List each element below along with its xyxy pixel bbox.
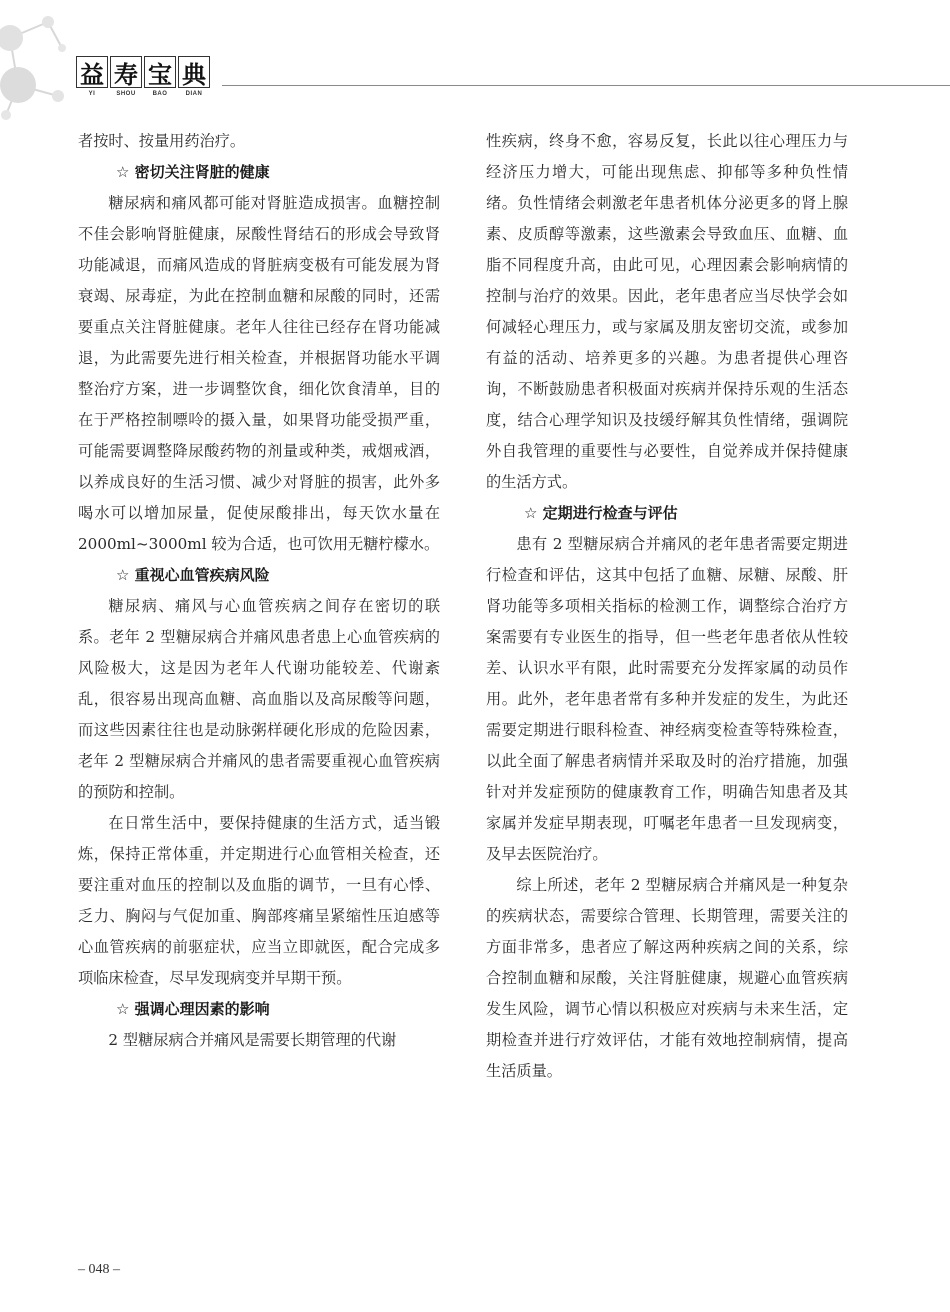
header-rule bbox=[222, 85, 950, 86]
paragraph: 糖尿病、痛风与心血管疾病之间存在密切的联系。老年 2 型糖尿病合并痛风患者患上心血管疾病的风险极大，这是因为老年人代谢功能较差、代谢紊乱，很容易出现高血糖、高血脂以及高尿酸等问题，而这些因素往往也是动脉粥样硬化形成的危险因素，老年 2 型糖尿病合并痛风的患者需要重视心血管疾病的预防和控制。 bbox=[78, 597, 440, 801]
paragraph: 患有 2 型糖尿病合并痛风的老年患者需要定期进行检查和评估，这其中包括了血糖、尿糖、尿酸、肝肾功能等多项相关指标的检测工作，调整综合治疗方案需要有专业医生的指导，但一些老年患者依从性较差、认识水平有限，此时需要充分发挥家属的动员作用。此外，老年患者常有多种并发症的发生，为此还需要定期进行眼科检查、神经病变检查等特殊检查，以此全面了解患者病情并采取及时的治疗措施，加强针对并发症预防的健康教育工作，明确告知患者及其家属并发症早期表现，叮嘱老年患者一旦发现病变，及早去医院治疗。 bbox=[486, 535, 848, 863]
paragraph: 2 型糖尿病合并痛风是需要长期管理的代谢 bbox=[108, 1031, 397, 1049]
paragraph: 者按时、按量用药治疗。 bbox=[78, 132, 246, 150]
section-heading: ☆ 定期进行检查与评估 bbox=[524, 504, 678, 522]
paragraph: 综上所述，老年 2 型糖尿病合并痛风是一种复杂的疾病状态，需要综合管理、长期管理，需要关注的方面非常多，患者应了解这两种疾病之间的关系，综合控制血糖和尿酸，关注肾脏健康，规避心血管疾病发生风险，调节心情以积极应对疾病与未来生活，定期检查并进行疗效评估，才能有效地控制病情，提高生活质量。 bbox=[486, 876, 848, 1080]
masthead-title bbox=[76, 56, 210, 88]
magazine-masthead bbox=[76, 56, 210, 97]
masthead-char: 寿 bbox=[110, 56, 142, 88]
paragraph: 在日常生活中，要保持健康的生活方式，适当锻炼，保持正常体重，并定期进行心血管相关检查，还要注重对血压的控制以及血脂的调节，一旦有心悸、乏力、胸闷与气促加重、胸部疼痛呈紧缩性压迫感等心血管疾病的前驱症状，应当立即就医，配合完成多项临床检查，尽早发现病变并早期干预。 bbox=[78, 814, 440, 987]
page-number: – 048 – bbox=[78, 1262, 120, 1277]
pinyin-label: YI bbox=[88, 91, 96, 97]
pinyin-label: DIAN bbox=[185, 91, 203, 97]
paragraph: 糖尿病和痛风都可能对肾脏造成损害。血糖控制不佳会影响肾脏健康，尿酸性肾结石的形成会导致肾功能减退，而痛风造成的肾脏病变极有可能发展为肾衰竭、尿毒症，为此在控制血糖和尿酸的同时，还需要重点关注肾脏健康。老年人往往已经存在肾功能减退，为此需要先进行相关检查，并根据肾功能水平调整治疗方案，进一步调整饮食，细化饮食清单，目的在于严格控制嘌呤的摄入量，如果肾功能受损严重，可能需要调整降尿酸药物的剂量或种类，戒烟戒酒，以养成良好的生活习惯、减少对肾脏的损害，此外多喝水可以增加尿量，促使尿酸排出，每天饮水量在 2000ml~3000ml 较为合适，也可饮用无糖柠檬水。 bbox=[78, 194, 440, 553]
section-heading: ☆ 强调心理因素的影响 bbox=[116, 1000, 270, 1018]
pinyin-label: SHOU bbox=[116, 91, 136, 97]
masthead-char: 宝 bbox=[144, 56, 176, 88]
masthead-char: 益 bbox=[76, 56, 108, 88]
pinyin-label: BAO bbox=[152, 91, 168, 97]
right-column bbox=[486, 126, 848, 1087]
section-heading: ☆ 重视心血管疾病风险 bbox=[116, 566, 270, 584]
left-column bbox=[78, 126, 440, 1056]
masthead-char: 典 bbox=[178, 56, 210, 88]
section-heading: ☆ 密切关注肾脏的健康 bbox=[116, 163, 270, 181]
paragraph: 性疾病，终身不愈，容易反复，长此以往心理压力与经济压力增大，可能出现焦虑、抑郁等多种负性情绪。负性情绪会刺激老年患者机体分泌更多的肾上腺素、皮质醇等激素，这些激素会导致血压、血糖、血脂不同程度升高，由此可见，心理因素会影响病情的控制与治疗的效果。因此，老年患者应当尽快学会如何减轻心理压力，或与家属及朋友密切交流，或参加有益的活动、培养更多的兴趣。为患者提供心理咨询，不断鼓励患者积极面对疾病并保持乐观的生活态度，结合心理学知识及技缓纾解其负性情绪，强调院外自我管理的重要性与必要性，自觉养成并保持健康的生活方式。 bbox=[486, 132, 848, 491]
masthead-pinyin bbox=[76, 91, 210, 97]
